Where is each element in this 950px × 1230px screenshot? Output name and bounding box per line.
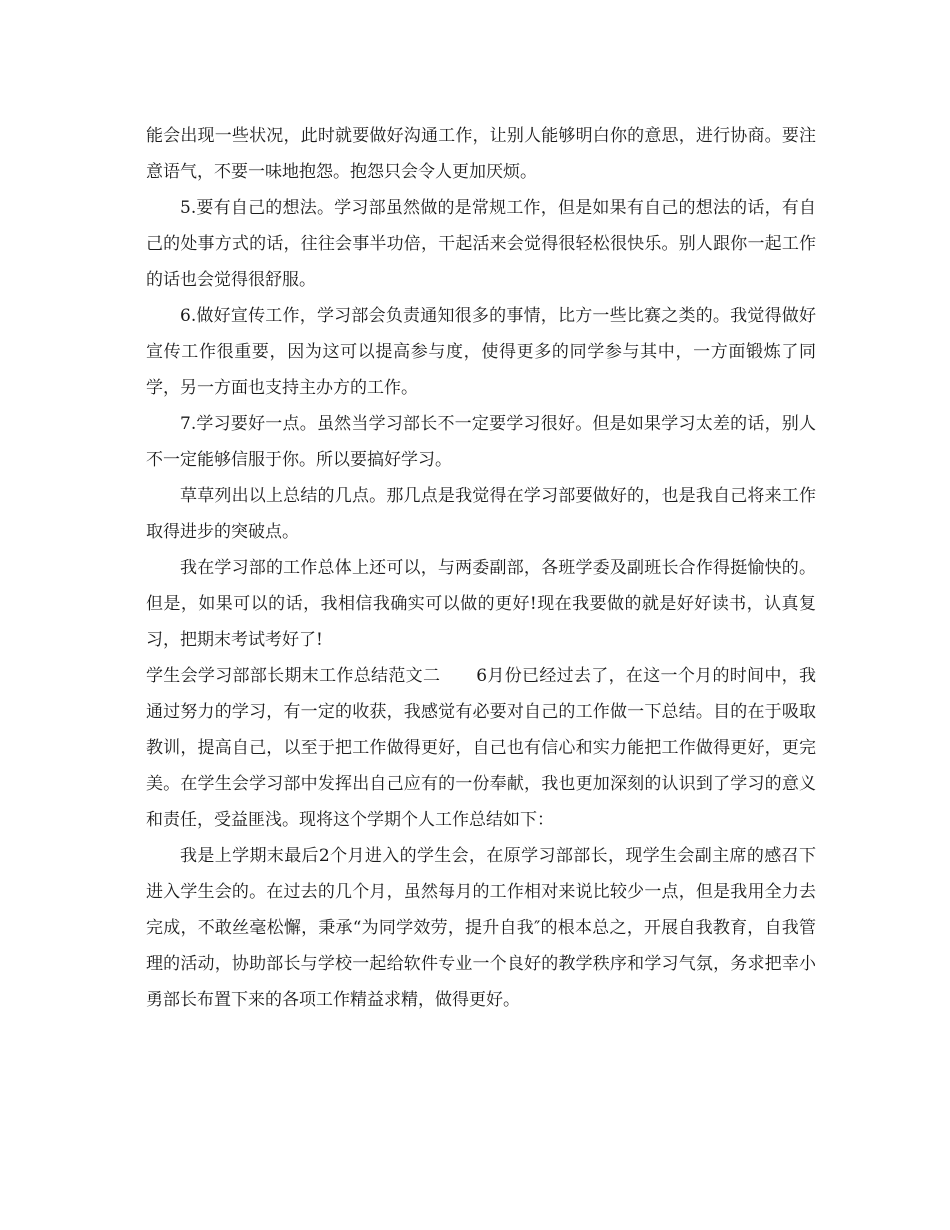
paragraph-conclusion: 我在学习部的工作总体上还可以，与两委副部，各班学委及副班长合作得挺愉快的。但是，如果可以的话，我相信我确实可以做的更好!现在我要做的就是好好读书，认真复习，把期末考试考好了! [146,558,816,650]
paragraph-point-7: 7.学习要好一点。虽然当学习部长不一定要学习很好。但是如果学习太差的话，别人不一定能够信服于你。所以要搞好学习。 [146,414,816,470]
section-two [146,658,816,838]
paragraph-summary: 草草列出以上总结的几点。那几点是我觉得在学习部要做好的，也是我自己将来工作取得进步的突破点。 [146,486,816,542]
paragraph-continuation: 能会出现一些状况，此时就要做好沟通工作，让别人能够明白你的意思，进行协商。要注意语气，不要一味地抱怨。抱怨只会令人更加厌烦。 [146,126,816,182]
document-body [146,118,816,1018]
section-title: 学生会学习部部长期末工作总结范文二 [146,666,441,686]
section-intro: 6月份已经过去了，在这一个月的时间中，我通过努力的学习，有一定的收获，我感觉有必要对自己的工作做一下总结。目的在于吸取教训，提高自己，以至于把工作做得更好，自己也有信心和实力能把工作做得更好，更完美。在学生会学习部中发挥出自己应有的一份奉献，我也更加深刻的认识到了学习的意义和责任，受益匪浅。现将这个学期个人工作总结如下： [146,666,816,830]
paragraph-closing: 我是上学期末最后2个月进入的学生会，在原学习部部长，现学生会副主席的感召下进入学生会的。在过去的几个月，虽然每月的工作相对来说比较少一点，但是我用全力去完成，不敢丝毫松懈，秉承“为同学效劳，提升自我″的根本总之，开展自我教育，自我管理的活动，协助部长与学校一起给软件专业一个良好的教学秩序和学习气氛，务求把幸小勇部长布置下来的各项工作精益求精，做得更好。 [146,846,816,1010]
paragraph-point-5: 5.要有自己的想法。学习部虽然做的是常规工作，但是如果有自己的想法的话，有自己的处事方式的话，往往会事半功倍，干起活来会觉得很轻松很快乐。别人跟你一起工作的话也会觉得很舒服。 [146,198,816,290]
paragraph-point-6: 6.做好宣传工作，学习部会负责通知很多的事情，比方一些比赛之类的。我觉得做好宣传工作很重要，因为这可以提高参与度，使得更多的同学参与其中，一方面锻炼了同学，另一方面也支持主办方的工作。 [146,306,816,398]
